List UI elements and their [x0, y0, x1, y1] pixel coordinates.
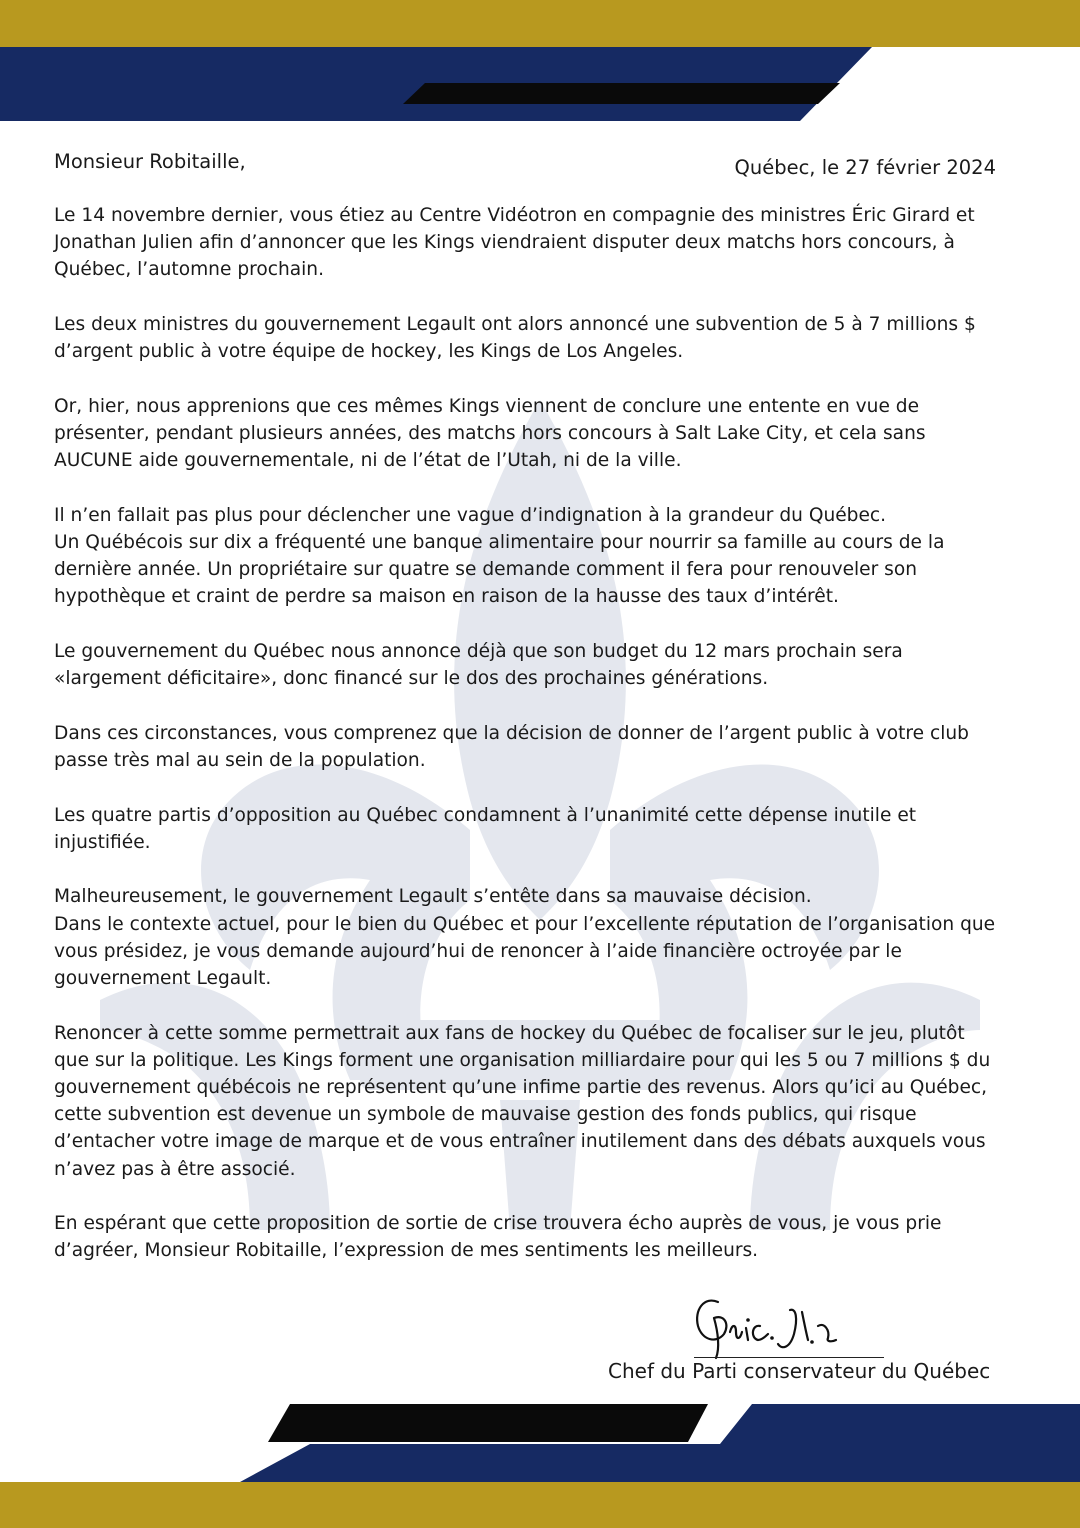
text-line: hypothèque et craint de perdre sa maison en raison de la hausse des taux d’intérêt.: [54, 586, 839, 608]
paragraph-6: [54, 720, 1026, 774]
footer-black-stripe: [268, 1404, 708, 1442]
paragraph-10: [54, 1210, 1026, 1264]
paragraph-1: [54, 202, 1026, 284]
text-line: présenter, pendant plusieurs années, des matchs hors concours à Salt Lake City, et cela sans: [54, 423, 926, 444]
text-line: Le gouvernement du Québec nous annonce déjà que son budget du 12 mars prochain sera: [54, 641, 903, 662]
text-line: cette subvention est devenue un symbole de mauvaise gestion des fonds publics, qui risque: [54, 1104, 917, 1126]
paragraph-3: [54, 393, 1026, 475]
text-line: Il n’en fallait pas plus pour déclencher une vague d’indignation à la grandeur du Québec.: [54, 504, 887, 526]
text-line: Un Québécois sur dix a fréquenté une banque alimentaire pour nourrir sa famille au cours de la: [54, 532, 945, 553]
text-line: Les quatre partis d’opposition au Québec condamnent à l’unanimité cette dépense inutile et: [54, 804, 917, 826]
text-line: Malheureusement, le gouvernement Legault s’entête dans sa mauvaise décision.: [54, 886, 812, 908]
text-line: Or, hier, nous apprenions que ces mêmes Kings viennent de conclure une entente en vue de: [54, 395, 920, 417]
text-line: d’entacher votre image de marque et de vous entraîner inutilement dans des débats auxquels vous: [54, 1131, 986, 1153]
text-line: AUCUNE aide gouvernementale, ni de l’état de l’Utah, ni de la ville.: [54, 450, 682, 472]
text-line: En espérant que cette proposition de sortie de crise trouvera écho auprès de vous, je vous prie: [54, 1213, 942, 1235]
text-line: Dans le contexte actuel, pour le bien du Québec et pour l’excellente réputation de l’organisation que: [54, 913, 996, 935]
signer-title: Chef du Parti conservateur du Québec: [608, 1359, 991, 1383]
letter-body: [54, 202, 1026, 1265]
paragraph-5: [54, 638, 1026, 692]
text-line: «largement déficitaire», donc financé sur le dos des prochaines générations.: [54, 668, 769, 690]
paragraph-4: [54, 502, 1026, 611]
text-line: d’agréer, Monsieur Robitaille, l’expression de mes sentiments les meilleurs.: [54, 1240, 759, 1262]
footer-gold-band: [0, 1482, 1080, 1528]
footer-banner: [0, 1404, 1080, 1528]
paragraph-8: [54, 883, 1026, 992]
text-line: dernière année. Un propriétaire sur quatre se demande comment il fera pour renouveler son: [54, 559, 918, 581]
paragraph-7: [54, 802, 1026, 856]
text-line: passe très mal au sein de la population.: [54, 750, 426, 771]
text-line: vous présidez, je vous demande aujourd’hui de renoncer à l’aide financière octroyée par le: [54, 940, 902, 962]
text-line: Québec, l’automne prochain.: [54, 259, 324, 281]
text-line: Dans ces circonstances, vous comprenez que la décision de donner de l’argent public à votre club: [54, 722, 969, 744]
salutation: Monsieur Robitaille,: [54, 150, 246, 173]
text-line: n’avez pas à être associé.: [54, 1158, 296, 1180]
text-line: gouvernement Legault.: [54, 968, 272, 989]
text-line: que sur la politique. Les Kings forment une organisation milliardaire pour qui les 5 ou 7 millions $ du: [54, 1049, 991, 1071]
text-line: injustifiée.: [54, 831, 151, 853]
paragraph-2: [54, 311, 1026, 365]
text-line: Le 14 novembre dernier, vous étiez au Centre Vidéotron en compagnie des ministres Éric Girard et: [54, 205, 975, 226]
text-line: Jonathan Julien afin d’annoncer que les Kings viendraient disputer deux matchs hors concours, à: [54, 232, 955, 254]
text-line: d’argent public à votre équipe de hockey, les Kings de Los Angeles.: [54, 341, 684, 363]
text-line: Les deux ministres du gouvernement Legault ont alors annoncé une subvention de 5 à 7 millions $: [54, 314, 976, 335]
letter-date: Québec, le 27 février 2024: [734, 156, 996, 179]
text-line: Renoncer à cette somme permettrait aux fans de hockey du Québec de focaliser sur le jeu, plutôt: [54, 1022, 965, 1044]
text-line: gouvernement québécois ne représentent qu’une infime partie des revenus. Alors qu’ici au Québec,: [54, 1077, 988, 1098]
paragraph-9: [54, 1020, 1026, 1183]
signature: [690, 1288, 890, 1360]
